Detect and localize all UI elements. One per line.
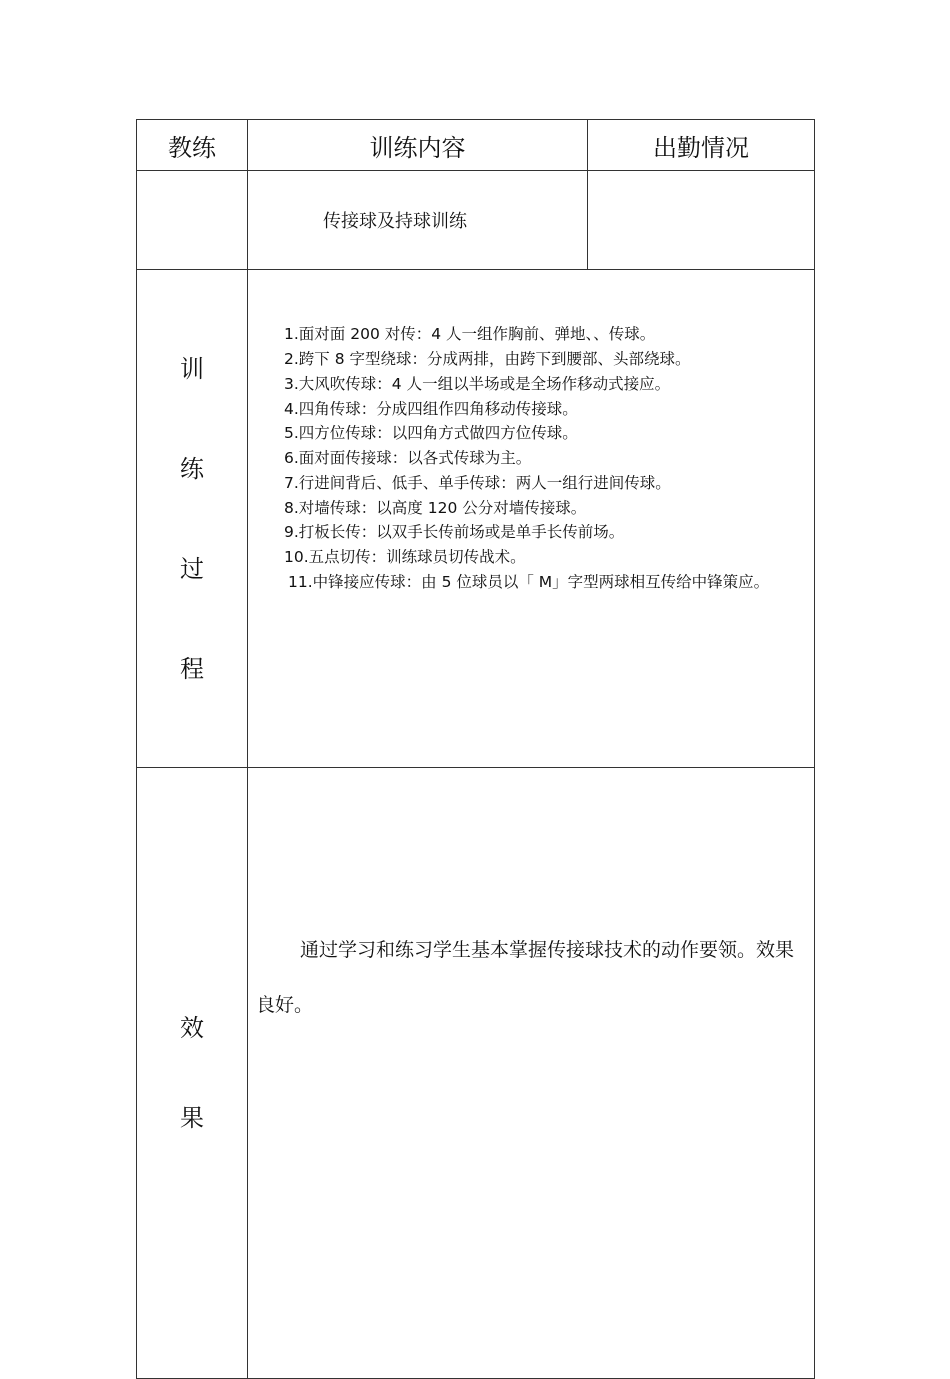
step-item: 4.四角传球：分成四组作四角移动传接球。 [284, 399, 578, 418]
header-coach: 教练 [137, 120, 248, 171]
effect-label [137, 768, 248, 1379]
training-topic: 传接球及持球训练 [248, 171, 588, 270]
attendance-cell [588, 171, 815, 270]
step-item: 7.行进间背后、低手、单手传球：两人一组行进间传球。 [284, 473, 671, 492]
step-item: 2.跨下 8 字型绕球：分成两排，由跨下到腰部、头部绕球。 [284, 349, 691, 368]
step-item: 6.面对面传接球：以各式传球为主。 [284, 449, 532, 468]
process-content [248, 270, 815, 768]
step-list [248, 322, 814, 715]
step-item: 10.五点切传：训练球员切传战术。 [284, 548, 526, 567]
step-item: 3.大风吹传球：4 人一组以半场或是全场作移动式接应。 [284, 374, 671, 393]
effect-label-char: 效 [180, 1014, 204, 1042]
step-item: 11.中锋接应传球：由 5 位球员以「 M」字型两球相互传给中锋策应。 [288, 573, 770, 592]
training-record-table [136, 119, 815, 1379]
topic-row [137, 171, 815, 270]
process-label-char: 练 [180, 454, 204, 483]
effect-content [248, 768, 815, 1379]
process-label-char: 训 [180, 354, 204, 383]
step-item: 5.四方位传球：以四角方式做四方位传球。 [284, 424, 578, 443]
process-label [137, 270, 248, 768]
step-item: 8.对墙传球：以高度 120 公分对墙传接球。 [284, 498, 587, 517]
step-item: 9.打板长传：以双手长传前场或是单手长传前场。 [284, 523, 625, 542]
process-row [137, 270, 815, 768]
header-attendance: 出勤情况 [588, 120, 815, 171]
effect-text: 通过学习和练习学生基本掌握传接球技术的动作要领。效果良好。 [256, 939, 795, 1016]
effect-label-char: 果 [180, 1104, 204, 1132]
header-content: 训练内容 [248, 120, 588, 171]
step-item: 1.面对面 200 对传：4 人一组作胸前、弹地、、传球。 [284, 325, 656, 344]
process-label-char: 过 [180, 554, 204, 583]
header-row [137, 120, 815, 171]
coach-cell [137, 171, 248, 270]
process-label-char: 程 [180, 654, 204, 683]
effect-row [137, 768, 815, 1379]
